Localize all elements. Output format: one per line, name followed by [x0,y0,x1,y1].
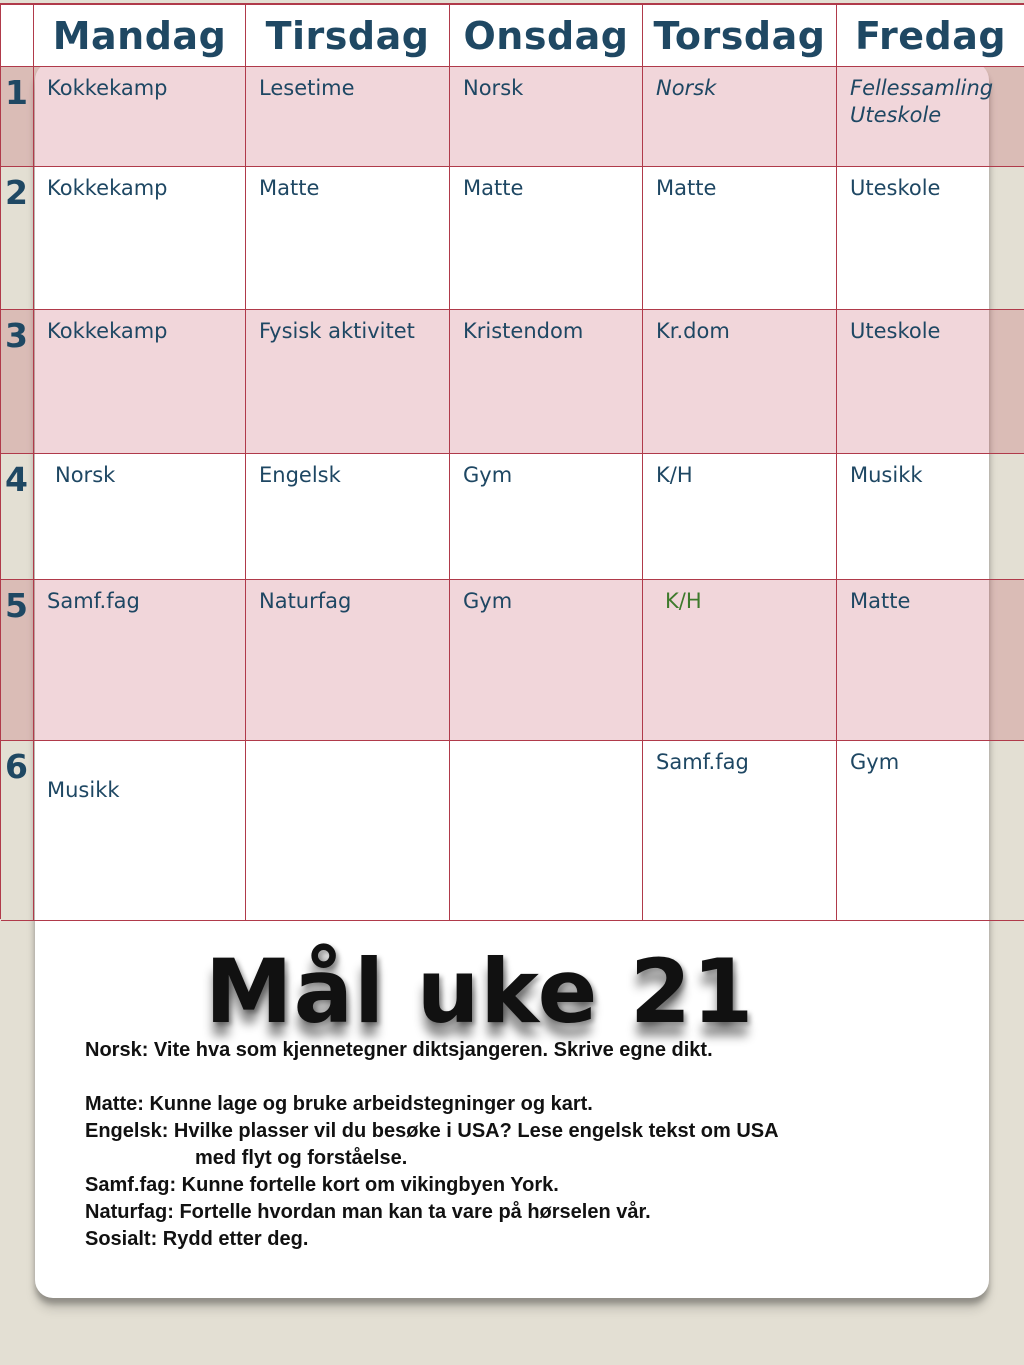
lesson-text [450,310,642,345]
lesson-cell [643,310,837,454]
lesson-subject: Gym [463,589,513,613]
goal-matte-text: : Kunne lage og bruke arbeidstegninger og kart. [137,1093,593,1115]
lesson-cell [246,741,450,921]
row-number: 2 [1,167,34,310]
lesson-cell [643,741,837,921]
lesson-cell [246,580,450,741]
lesson-text [450,580,642,615]
lesson-cell [643,580,837,741]
lesson-text [450,454,642,489]
lesson-cell [246,67,450,167]
lesson-text [450,67,642,102]
lesson-cell [837,167,1024,310]
row-number: 4 [1,454,34,580]
lesson-text [643,67,836,102]
lesson-subject: Kristendom [463,319,584,343]
lesson-subject: Naturfag [259,589,352,613]
lesson-text [34,580,245,615]
day-header-tirsdag [246,5,450,67]
lesson-text [246,741,449,749]
lesson-cell [837,454,1024,580]
lesson-text [34,310,245,345]
lesson-subject: Matte [656,176,717,200]
day-label: Tirsdag [265,14,430,58]
lesson-cell [34,67,246,167]
lesson-subject: Uteskole [850,319,941,343]
lesson-text [450,167,642,202]
lesson-cell [246,310,450,454]
lesson-text [643,741,836,776]
timetable-grid [0,3,1024,919]
lesson-subject: K/H [656,463,693,487]
lesson-cell [450,454,643,580]
goal-samfunnsfag: Samf.fag: Kunne fortelle kort om vikingbyen York. [85,1174,559,1196]
goal-norsk: Norsk: Vite hva som kjennetegner diktsjangeren. Skrive egne dikt. [85,1039,713,1061]
lesson-cell [837,741,1024,921]
lesson-text [837,580,1024,615]
lesson-cell [643,67,837,167]
lesson-subject: Matte [850,589,911,613]
lesson-cell [837,310,1024,454]
lesson-subject: Norsk [656,76,717,100]
lesson-text [643,310,836,345]
day-header-torsdag [643,5,837,67]
goal-engelsk-continued: med flyt og forståelse. [195,1147,408,1169]
corner-cell [1,5,34,67]
lesson-subject: Norsk [55,463,116,487]
row-number: 5 [1,580,34,741]
lesson-cell [34,167,246,310]
lesson-cell [450,580,643,741]
lesson-cell [34,454,246,580]
row-number: 1 [1,67,34,167]
lesson-cell [643,167,837,310]
lesson-subject: Musikk [850,463,923,487]
lesson-subject: Norsk [463,76,524,100]
lesson-text [837,67,1024,129]
lesson-text [450,741,642,749]
lesson-text [246,310,449,345]
lesson-subject: Engelsk [259,463,341,487]
goal-engelsk: Engelsk: Hvilke plasser vil du besøke i USA? Lese engelsk tekst om USA [85,1120,779,1142]
lesson-subject: Kokkekamp [47,76,168,100]
lesson-subject: Uteskole [850,103,942,127]
lesson-subject: Matte [463,176,524,200]
lesson-text [34,454,245,489]
lesson-subject: Gym [850,750,900,774]
day-label: Torsdag [653,14,826,58]
lesson-subject: Lesetime [259,76,355,100]
lesson-cell [450,67,643,167]
lesson-cell [837,67,1024,167]
lesson-cell [34,580,246,741]
lesson-cell [450,310,643,454]
lesson-cell [34,310,246,454]
lesson-subject: K/H [665,589,702,613]
goals-title: Mål uke 21 [205,940,755,1043]
day-header-onsdag [450,5,643,67]
day-label: Fredag [854,14,1007,58]
goal-matte [85,1091,965,1118]
lesson-subject: Kr.dom [656,319,730,343]
row-number: 6 [1,741,34,921]
lesson-subject: Samf.fag [656,750,749,774]
lesson-text [643,167,836,202]
day-header-mandag [34,5,246,67]
goal-sosialt: Sosialt: Rydd etter deg. [85,1228,309,1250]
lesson-subject: Matte [259,176,320,200]
lesson-text [34,741,245,804]
lesson-cell [837,580,1024,741]
lesson-cell [246,454,450,580]
lesson-text [246,454,449,489]
lesson-text [246,580,449,615]
goal-naturfag: Naturfag: Fortelle hvordan man kan ta vare på hørselen vår. [85,1201,651,1223]
lesson-subject: Gym [463,463,513,487]
lesson-text [837,167,1024,202]
day-label: Mandag [52,14,227,58]
lesson-text [643,580,836,615]
lesson-cell [450,167,643,310]
lesson-subject: Kokkekamp [47,176,168,200]
goals-list [85,1037,965,1253]
lesson-subject: Samf.fag [47,589,140,613]
lesson-cell [643,454,837,580]
goal-matte-label: Matte [85,1093,138,1115]
lesson-cell [246,167,450,310]
lesson-text [34,167,245,202]
lesson-text [837,741,1024,776]
lesson-cell [450,741,643,921]
lesson-subject: Fysisk aktivitet [259,319,415,343]
row-number: 3 [1,310,34,454]
lesson-subject: Musikk [47,778,120,802]
lesson-subject: Fellessamling [850,76,994,100]
lesson-cell [34,741,246,921]
lesson-text [643,454,836,489]
day-label: Onsdag [463,14,629,58]
lesson-subject: Uteskole [850,176,941,200]
lesson-text [837,310,1024,345]
lesson-text [246,167,449,202]
lesson-text [837,454,1024,489]
lesson-text [34,67,245,102]
goal-spacer [85,1064,965,1091]
lesson-text [246,67,449,102]
day-header-fredag [837,5,1024,67]
lesson-subject: Kokkekamp [47,319,168,343]
